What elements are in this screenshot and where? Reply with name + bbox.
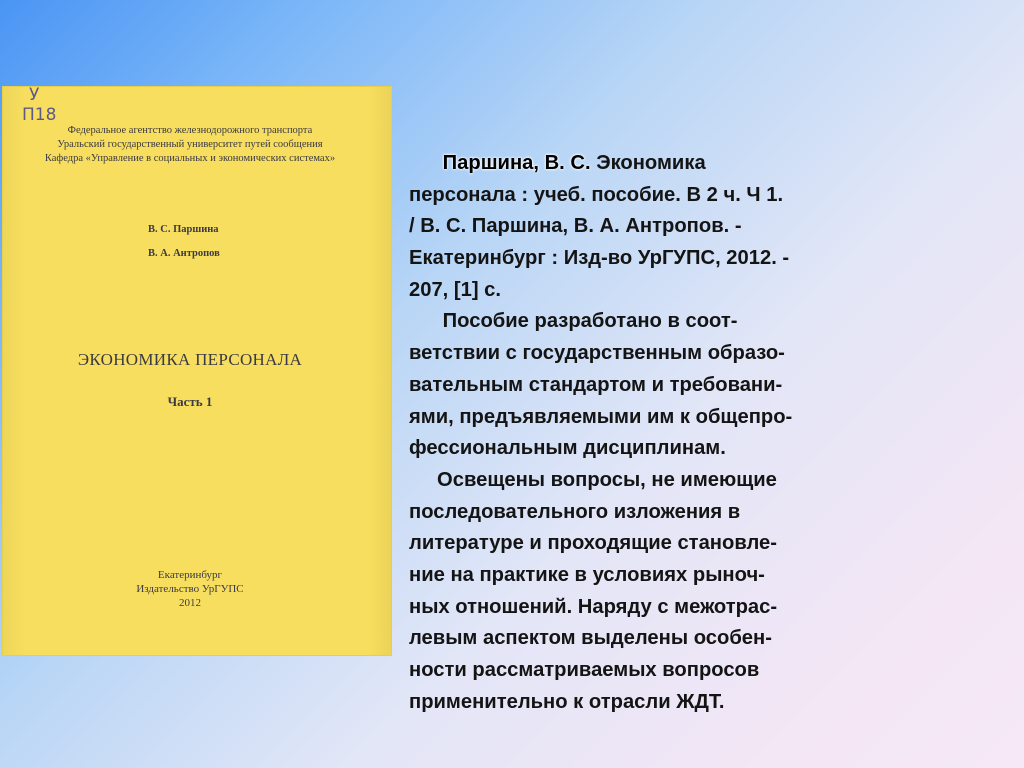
cover-imprint-publisher: Издательство УрГУПС xyxy=(136,583,244,595)
paragraph-2-first: Освещены вопросы, не имеющие xyxy=(437,468,777,491)
cover-agency-block xyxy=(2,124,378,166)
citation-title-start: Экономика xyxy=(590,152,706,174)
cover-author-1: В. С. Паршина xyxy=(148,224,219,235)
paragraph-2-line: ние на практике в условиях рыноч- xyxy=(409,563,765,586)
paragraph-2-line: ных отношений. Наряду с межотрас- xyxy=(409,595,778,618)
citation-line: персонала : учеб. пособие. В 2 ч. Ч 1. xyxy=(409,183,784,206)
book-cover-image xyxy=(2,86,392,656)
paragraph-2-line xyxy=(409,465,969,497)
handwritten-shelf-mark-line-1: У xyxy=(29,85,40,105)
paragraph-1-line: ями, предъявляемыми им к общепро- xyxy=(409,405,793,428)
paragraph-2-line: левым аспектом выделены особен- xyxy=(409,627,772,650)
book-description xyxy=(409,148,969,718)
cover-university-line: Уральский государственный университет путей сообщения xyxy=(57,139,323,150)
paragraph-1-line xyxy=(409,306,969,338)
cover-department-line: Кафедра «Управление в социальных и экономических системах» xyxy=(44,153,336,164)
citation-line: Екатеринбург : Изд-во УрГУПС, 2012. - xyxy=(409,247,790,270)
paragraph-2-line: последовательного изложения в xyxy=(409,500,741,523)
citation-line xyxy=(409,148,969,180)
cover-imprint-city: Екатеринбург xyxy=(157,569,223,581)
citation-line: / В. С. Паршина, В. А. Антропов. - xyxy=(409,215,742,238)
paragraph-1-line: вательным стандартом и требовани- xyxy=(409,373,783,396)
citation-author: Паршина, В. С. xyxy=(442,152,591,174)
paragraph-2-line: литературе и проходящие становле- xyxy=(409,532,777,555)
cover-part: Часть 1 xyxy=(167,394,213,409)
cover-title: ЭКОНОМИКА ПЕРСОНАЛА xyxy=(77,350,303,369)
paragraph-1-line: ветствии с государственным образо- xyxy=(409,342,785,365)
cover-agency-line: Федеральное агентство железнодорожного транспорта xyxy=(67,125,313,136)
cover-imprint xyxy=(2,568,378,610)
citation-line: 207, [1] с. xyxy=(409,278,502,301)
handwritten-shelf-mark-line-2: П18 xyxy=(22,105,57,125)
paragraph-2-line: ности рассматриваемых вопросов xyxy=(409,659,760,681)
paragraph-1-line: фессиональным дисциплинам. xyxy=(409,437,726,460)
cover-author-2: В. А. Антропов xyxy=(148,248,220,259)
cover-imprint-year: 2012 xyxy=(179,597,201,609)
paragraph-1-first: Пособие разработано в соот- xyxy=(442,310,738,333)
paragraph-2-line: применительно к отрасли ЖДТ. xyxy=(409,690,725,713)
